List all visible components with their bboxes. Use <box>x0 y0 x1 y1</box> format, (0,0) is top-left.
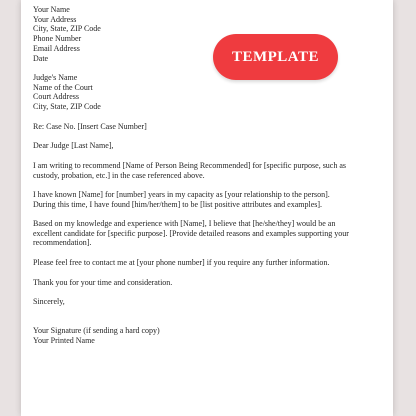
template-badge: TEMPLATE <box>213 34 338 80</box>
closing-text: Sincerely, <box>33 297 65 306</box>
paragraph-line: recommendation]. <box>33 238 92 248</box>
paragraph-5 <box>33 278 365 288</box>
paragraph-line: Please feel free to contact me at [your phone number] if you require any further information. <box>33 258 330 267</box>
sender-block <box>33 5 365 63</box>
recipient-block <box>33 73 365 112</box>
paragraph-line: I have known [Name] for [number] years in my capacity as [your relationship to the person]. <box>33 190 330 199</box>
sender-email: Email Address <box>33 43 80 53</box>
signature-line: Your Signature (if sending a hard copy) <box>33 326 160 335</box>
paragraph-3 <box>33 219 365 248</box>
closing <box>33 297 365 307</box>
judge-name: Judge's Name <box>33 73 78 82</box>
re-line-text: Re: Case No. [Insert Case Number] <box>33 122 147 131</box>
signature-block <box>33 326 365 345</box>
salutation-text: Dear Judge [Last Name], <box>33 141 114 150</box>
printed-name-line: Your Printed Name <box>33 335 95 345</box>
sender-address: Your Address <box>33 14 77 24</box>
paragraph-line: Thank you for your time and consideration. <box>33 278 173 287</box>
letter-date: Date <box>33 53 49 63</box>
paragraph-line: excellent candidate for [specific purpose]. [Provide detailed reasons and examples supporting your <box>33 228 349 238</box>
paragraph-line: Based on my knowledge and experience with [Name], I believe that [he/she/they] would be an <box>33 219 336 228</box>
sender-name: Your Name <box>33 5 70 14</box>
paragraph-4 <box>33 258 365 268</box>
court-name: Name of the Court <box>33 82 93 92</box>
sender-phone: Phone Number <box>33 34 82 44</box>
paragraph-2 <box>33 190 365 209</box>
salutation <box>33 141 365 151</box>
court-city-state-zip: City, State, ZIP Code <box>33 102 101 112</box>
paragraph-line: custody, probation, etc.] in the case referenced above. <box>33 170 205 180</box>
paragraph-1 <box>33 161 365 180</box>
paragraph-line: I am writing to recommend [Name of Person Being Recommended] for [specific purpose, such as <box>33 161 347 170</box>
court-address: Court Address <box>33 92 79 102</box>
sender-city-state-zip: City, State, ZIP Code <box>33 24 101 34</box>
paragraph-line: During this time, I have found [him/her/them] to be [list positive attributes and examples]. <box>33 199 323 209</box>
re-line <box>33 122 365 132</box>
